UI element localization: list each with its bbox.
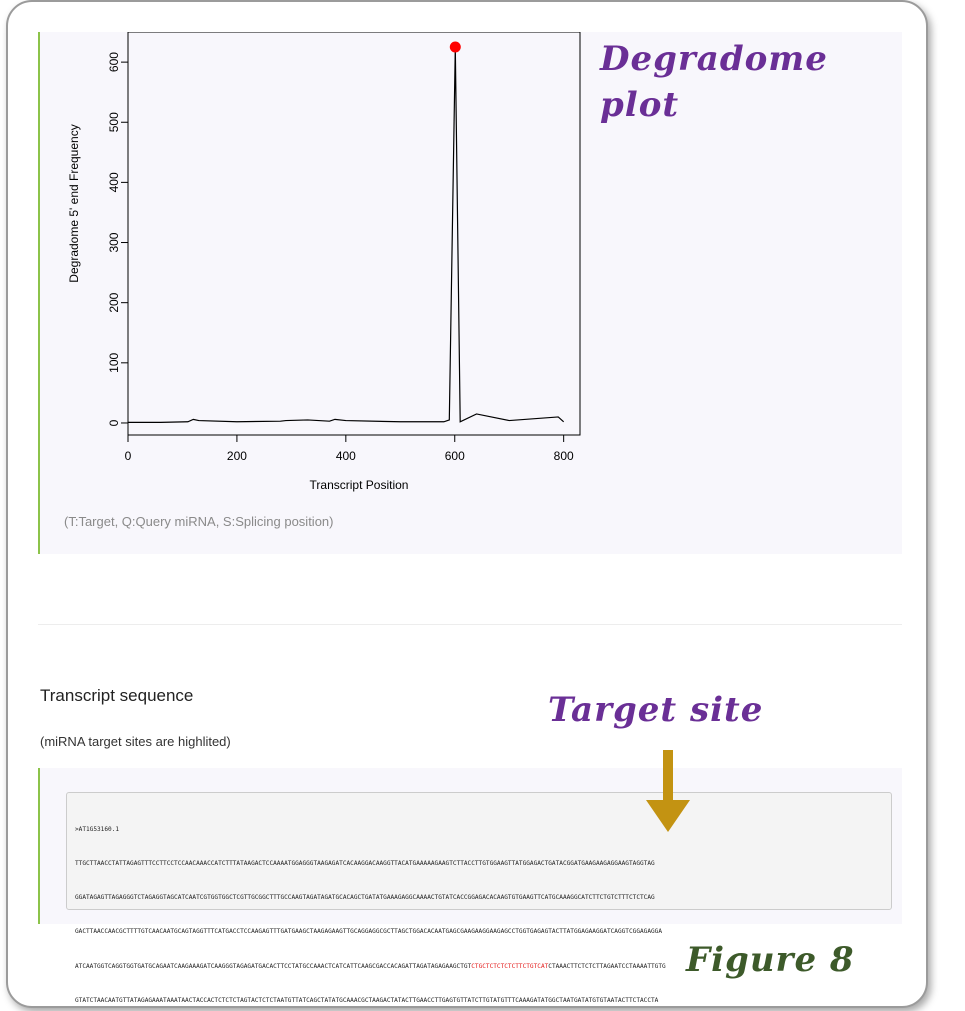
transcript-section-title: Transcript sequence — [40, 686, 194, 705]
figure-frame — [6, 0, 928, 1008]
series-line-degradome — [128, 47, 564, 422]
peak-marker — [450, 42, 461, 53]
chart-axes — [67, 32, 580, 492]
y-axis-label: Degradome 5' end Frequency — [67, 124, 81, 283]
sequence-line: TTGCTTAACCTATTAGAGTTTCCTTCCTCCAACAAACCATCTTTATAAGACTCCAAAATGGAGGGTAAGAGATCACAAGGACAAGGTTACATGAAAAAGAAGTCTTACCTTGTGGAAGTTATGGAGACTGATACGGATGAAGAAGAGGAAGTAGGTAG — [75, 860, 655, 868]
annotation-line-1: Degradome — [600, 39, 828, 79]
x-tick-label: 0 — [124, 449, 132, 463]
y-tick-label: 400 — [107, 172, 122, 193]
y-tick-label: 100 — [107, 352, 122, 373]
x-tick-label: 200 — [226, 449, 247, 463]
plot-caption: (T:Target, Q:Query miRNA, S:Splicing position) — [64, 514, 334, 529]
x-tick-label: 400 — [335, 449, 356, 463]
sequence-line: GACTTAACCAACGCTTTTGTCAACAATGCAGTAGGTTTCATGACCTCCAAGAGTTTGATGAAGCTAAGAGAAGTTGCAGGAGGCGCTTAGCTGGACACAATGAGCGAAGAAGGAAGAGCCTGGTGAGAGTACTTATGGAGAAGGATCAGGTCGGAGAGGA — [75, 928, 662, 936]
sequence-header: >AT1G53160.1 — [75, 825, 120, 833]
section-divider — [38, 624, 902, 625]
x-tick-label: 600 — [444, 449, 465, 463]
target-arrow-icon — [646, 750, 690, 834]
y-tick-label: 600 — [107, 52, 122, 73]
sequence-segment: ATCAATGGTCAGGTGGTGATGCAGAATCAAGAAAGATCAAGGGTAGAGATGACACTTCCTATGCCAAACTCATCATTCAAGCGACCACAGATTAGATAGAGAAGCTGT — [75, 962, 472, 970]
y-tick-label: 0 — [107, 419, 122, 427]
target-site-highlight: CTGCTCTCTCTCTTCTGTCAT — [471, 962, 549, 970]
sequence-line: GGATAGAGTTAGAGGGTCTAGAGGTAGCATCAATCGTGGTGGCTCGTTGCGGCTTTGCCAAGTAGATAGATGCACAGCTGATATGAAAGAGGCAAAACTGTATCACCGGAGACACAAGTGTGAAGTTCATGCAAAGGCATCTTCTGTCTTTCTCTCAG — [75, 894, 655, 902]
sequence-line: GTATCTAACAATGTTATAGAGAAATAAATAACTACCACTCTCTCTAGTACTCTCTAATGTTATCAGCTATATGCAAACGCTAAGACTATACTTGAACCTTGAGTGTTATCTTGTATGTTTCAAAGATATGGCTAATGATATGTGTAATACTTCTACCTA — [75, 996, 659, 1004]
target-site-annotation: Target site — [548, 690, 764, 730]
figure-label: Figure 8 — [686, 940, 855, 980]
transcript-section-subtitle: (miRNA target sites are highlited) — [40, 734, 231, 749]
chart-marks — [450, 42, 461, 53]
x-axis-label: Transcript Position — [309, 478, 409, 492]
degradome-plot-annotation — [600, 36, 828, 128]
sequence-segment: CTAAACTTCTCTCTTAGAATCCTAAAATTGTG — [548, 962, 666, 970]
y-tick-label: 300 — [107, 232, 122, 253]
x-tick-label: 800 — [553, 449, 574, 463]
y-tick-label: 500 — [107, 112, 122, 133]
plot-frame — [128, 32, 580, 435]
y-tick-label: 200 — [107, 292, 122, 313]
chart-series — [128, 47, 564, 422]
annotation-line-2: plot — [600, 85, 680, 125]
